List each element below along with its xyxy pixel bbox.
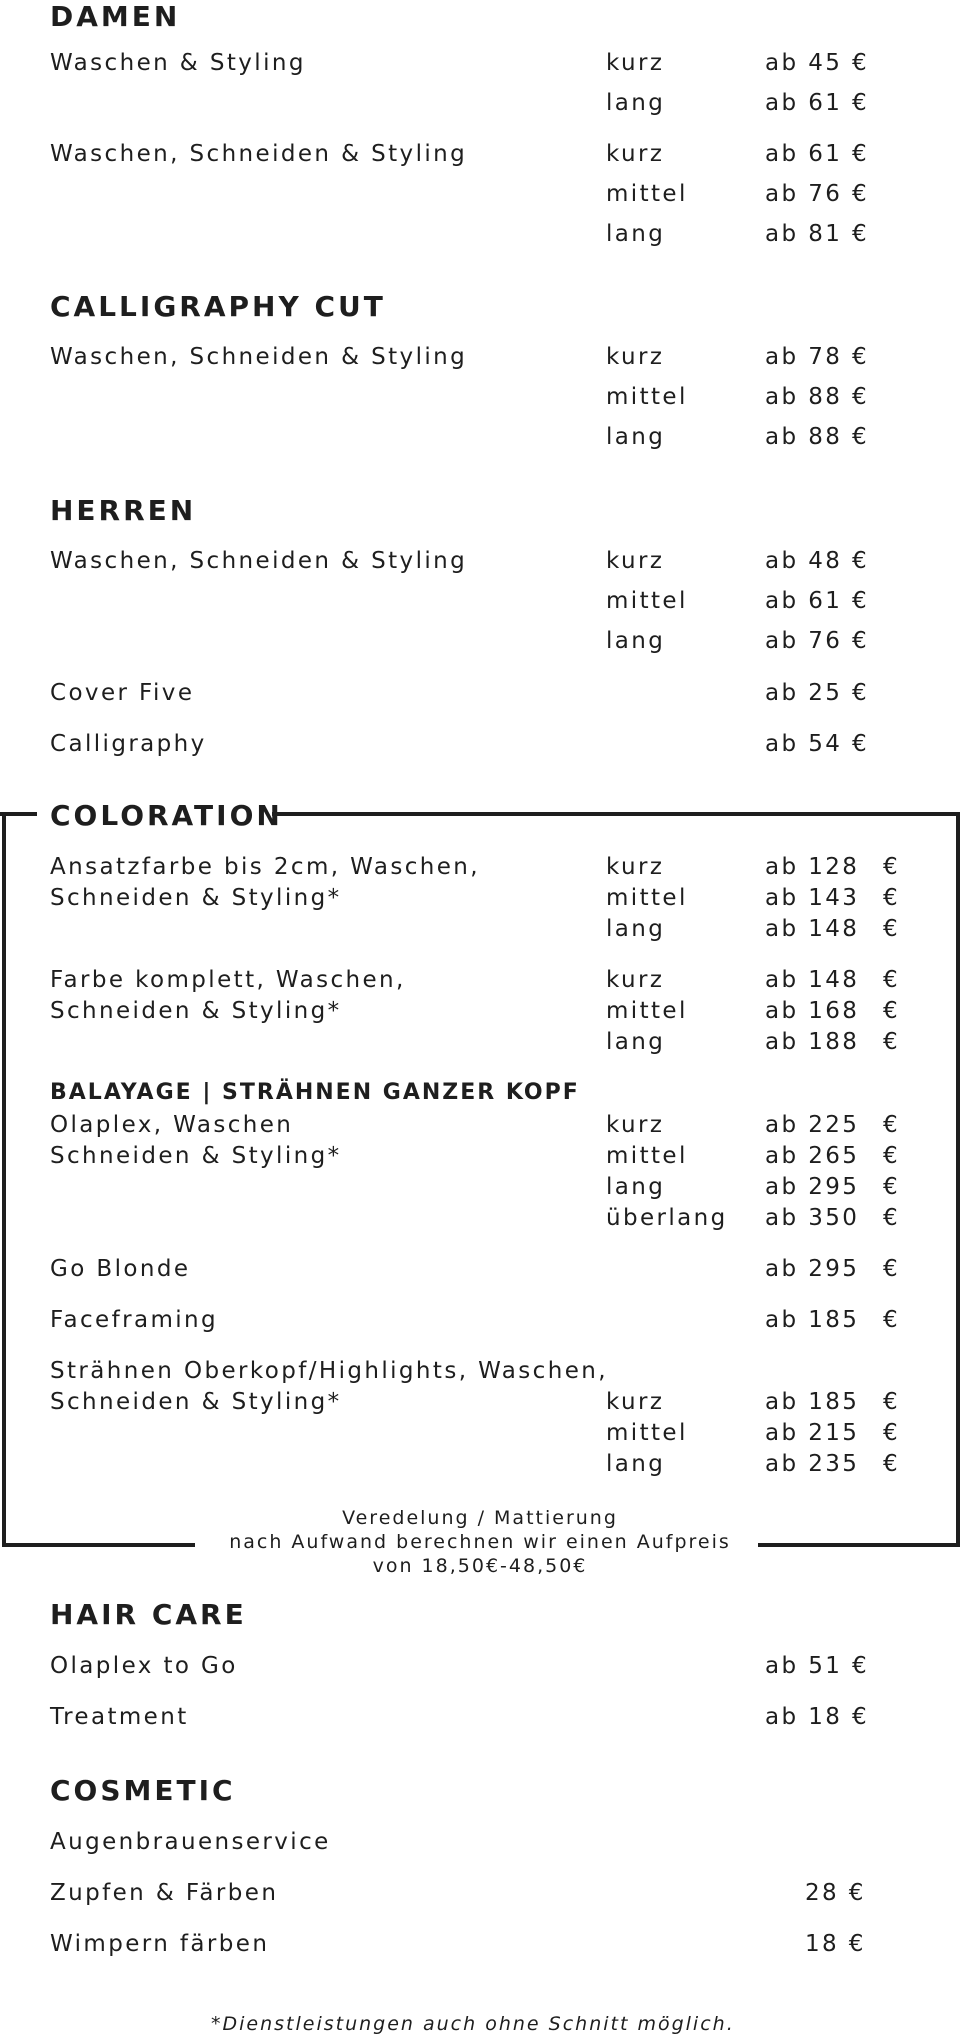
service-name: Zupfen & Färben [50, 1880, 279, 1906]
price: ab 350 [765, 1205, 860, 1231]
service-name: Augenbrauenservice [50, 1829, 331, 1855]
price: ab 76 € [765, 628, 870, 654]
service-name: Treatment [50, 1704, 189, 1730]
price: ab 265 [765, 1143, 860, 1169]
length-label: mittel [606, 588, 688, 614]
price: ab 185 [765, 1307, 860, 1333]
frame-top-right [272, 812, 960, 816]
service-name: Schneiden & Styling* [50, 1143, 342, 1169]
price: ab 185 [765, 1389, 860, 1415]
price: ab 61 € [765, 141, 870, 167]
service-name: Farbe komplett, Waschen, [50, 967, 406, 993]
length-label: lang [606, 1174, 666, 1200]
length-label: kurz [606, 1112, 665, 1138]
euro-sign: € [883, 998, 901, 1024]
frame-bottom-left [2, 1543, 195, 1547]
surcharge-note-line2: nach Aufwand berechnen wir einen Aufpreis [229, 1531, 731, 1553]
frame-bottom-right [758, 1543, 960, 1547]
price: ab 51 € [765, 1653, 870, 1679]
price: 18 € [805, 1931, 866, 1957]
frame-left [2, 812, 6, 1547]
service-name: Go Blonde [50, 1256, 191, 1282]
service-name: Waschen & Styling [50, 50, 306, 76]
price: ab 54 € [765, 731, 870, 757]
euro-sign: € [883, 967, 901, 993]
price: ab 225 [765, 1112, 860, 1138]
service-name: Waschen, Schneiden & Styling [50, 548, 468, 574]
length-label: kurz [606, 854, 665, 880]
euro-sign: € [883, 1029, 901, 1055]
length-label: kurz [606, 548, 665, 574]
length-label: mittel [606, 1143, 688, 1169]
length-label: lang [606, 90, 666, 116]
price: ab 188 [765, 1029, 860, 1055]
length-label: mittel [606, 181, 688, 207]
length-label: kurz [606, 1389, 665, 1415]
section-heading-damen: DAMEN [50, 0, 181, 33]
service-name: Waschen, Schneiden & Styling [50, 344, 468, 370]
frame-right [956, 812, 960, 1547]
price: ab 215 [765, 1420, 860, 1446]
price: ab 78 € [765, 344, 870, 370]
service-name: Olaplex to Go [50, 1653, 238, 1679]
service-name: Waschen, Schneiden & Styling [50, 141, 468, 167]
euro-sign: € [883, 1143, 901, 1169]
length-label: kurz [606, 967, 665, 993]
surcharge-note-line1: Veredelung / Mattierung [342, 1507, 618, 1529]
length-label: kurz [606, 344, 665, 370]
price: ab 81 € [765, 221, 870, 247]
service-name: Cover Five [50, 680, 195, 706]
euro-sign: € [883, 1112, 901, 1138]
length-label: lang [606, 424, 666, 450]
euro-sign: € [883, 916, 901, 942]
euro-sign: € [883, 1420, 901, 1446]
price: ab 61 € [765, 588, 870, 614]
length-label: lang [606, 1029, 666, 1055]
service-name: Strähnen Oberkopf/Highlights, Waschen, [50, 1358, 608, 1384]
service-name: Wimpern färben [50, 1931, 270, 1957]
price: ab 88 € [765, 424, 870, 450]
euro-sign: € [883, 1389, 901, 1415]
price: ab 235 [765, 1451, 860, 1477]
section-heading-cosmetic: COSMETIC [50, 1774, 236, 1807]
length-label: mittel [606, 384, 688, 410]
price: ab 61 € [765, 90, 870, 116]
service-name: Schneiden & Styling* [50, 1389, 342, 1415]
price: ab 25 € [765, 680, 870, 706]
length-label: mittel [606, 1420, 688, 1446]
euro-sign: € [883, 1174, 901, 1200]
length-label: mittel [606, 885, 688, 911]
service-name: Schneiden & Styling* [50, 885, 342, 911]
surcharge-note-line3: von 18,50€-48,50€ [372, 1555, 588, 1577]
service-name: Olaplex, Waschen [50, 1112, 294, 1138]
length-label: lang [606, 628, 666, 654]
section-heading-hair-care: HAIR CARE [50, 1598, 247, 1631]
subheading-balayage: BALAYAGE | STRÄHNEN GANZER KOPF [50, 1080, 580, 1105]
price: ab 143 [765, 885, 860, 911]
length-label: überlang [606, 1205, 728, 1231]
price: ab 295 [765, 1174, 860, 1200]
price: ab 48 € [765, 548, 870, 574]
price: ab 148 [765, 916, 860, 942]
length-label: kurz [606, 50, 665, 76]
euro-sign: € [883, 1307, 901, 1333]
euro-sign: € [883, 885, 901, 911]
euro-sign: € [883, 1256, 901, 1282]
length-label: mittel [606, 998, 688, 1024]
price: ab 168 [765, 998, 860, 1024]
price: ab 76 € [765, 181, 870, 207]
price: ab 88 € [765, 384, 870, 410]
service-name: Faceframing [50, 1307, 219, 1333]
euro-sign: € [883, 1451, 901, 1477]
section-heading-herren: HERREN [50, 494, 197, 527]
service-name: Calligraphy [50, 731, 207, 757]
service-name: Ansatzfarbe bis 2cm, Waschen, [50, 854, 480, 880]
service-name: Schneiden & Styling* [50, 998, 342, 1024]
euro-sign: € [883, 1205, 901, 1231]
length-label: kurz [606, 141, 665, 167]
price: 28 € [805, 1880, 866, 1906]
price: ab 18 € [765, 1704, 870, 1730]
price: ab 45 € [765, 50, 870, 76]
price: ab 148 [765, 967, 860, 993]
section-heading-coloration: COLORATION [50, 799, 283, 832]
length-label: lang [606, 1451, 666, 1477]
footnote: *Dienstleistungen auch ohne Schnitt möglich. [211, 2013, 735, 2035]
length-label: lang [606, 916, 666, 942]
section-heading-calligraphy-cut: CALLIGRAPHY CUT [50, 290, 386, 323]
length-label: lang [606, 221, 666, 247]
price: ab 128 [765, 854, 860, 880]
euro-sign: € [883, 854, 901, 880]
price: ab 295 [765, 1256, 860, 1282]
